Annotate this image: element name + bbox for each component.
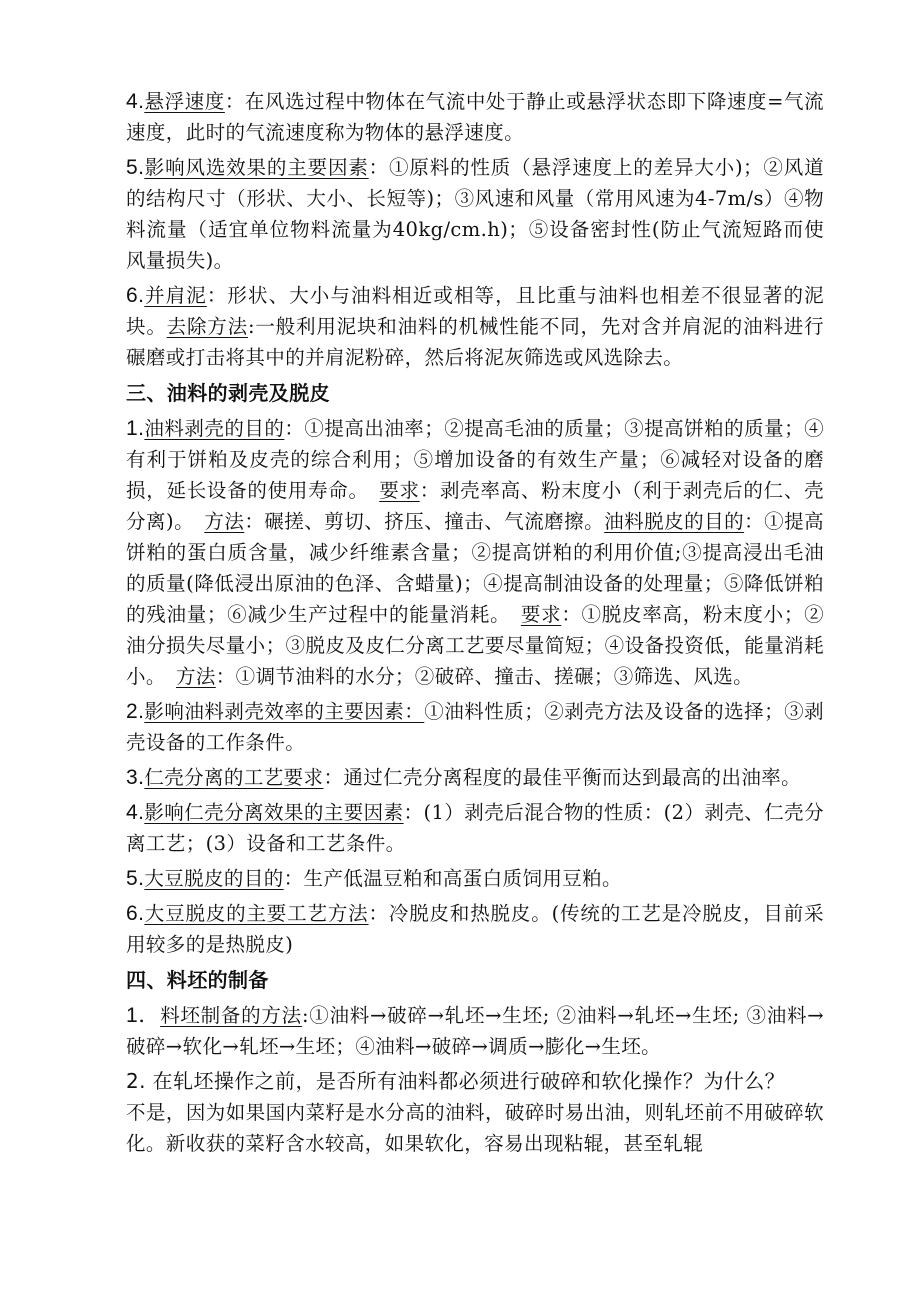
paragraph-text: ：①原料的性质（悬浮速度上的差异大小)；②风道的结构尺寸（形状、大小、长短等)；③风速和风量（常用风速为4-7m/s）④物料流量（适宜单位物料流量为40kg/cm.h)；⑤设备密封性(防止气流短路而使风量损失)。 [126,156,824,272]
paragraph-shelling-factors [126,696,824,758]
term-dehulling-purpose: 油料脱皮的目的 [604,510,745,533]
item-number: 6. [126,284,145,307]
paragraph-text: ：①提高饼粕的蛋白质含量，减少纤维素含量；②提高饼粕的利用价值;③提高浸出毛油的质量(降低浸出原油的色泽、含蜡量)；④提高制油设备的处理量；⑤降低饼粕的残油量；⑥减少生产过程中的能量消耗。 [126,510,824,626]
answer-text: 不是，因为如果国内菜籽是水分高的油料，破碎时易出油，则轧坯前不用破碎软化。新收获的菜籽含水较高，如果软化，容易出现粘辊，甚至轧辊 [126,1101,824,1155]
paragraph-soy-dehulling-method [126,898,824,960]
paragraph-text: :一般利用泥块和油料的机械性能不同，先对含并肩泥的油料进行碾磨或打击将其中的并肩泥粉碎，然后将泥灰筛选或风选除去。 [126,315,824,369]
term-suspension-velocity: 悬浮速度 [144,90,225,113]
paragraph-wind-factors [126,152,824,276]
paragraph-text: ：①调节油料的水分；②破碎、撞击、搓碾；③筛选、风选。 [215,665,754,688]
paragraph-suspension-velocity [126,86,824,148]
term-wind-factors: 影响风选效果的主要因素 [144,156,369,179]
paragraph-text: ：通过仁壳分离程度的最佳平衡而达到最高的出油率。 [323,766,802,789]
paragraph-text: ：生产低温豆粕和高蛋白质饲用豆粕。 [283,867,622,890]
paragraph-shoulder-mud [126,280,824,373]
paragraph-text: ：①提高出油率；②提高毛油的质量；③提高饼粕的质量；④有利于饼粕及皮壳的综合利用；⑤增加设备的有效生产量；⑥减轻对设备的磨损，延长设备的使用寿命。 [126,417,824,502]
paragraph-soy-dehulling-purpose [126,863,824,894]
term-method: 方法 [204,510,245,533]
question-text: 2. 在轧坯操作之前，是否所有油料都必须进行破碎和软化操作？为什么？ [126,1069,786,1093]
term-requirement: 要求 [520,603,562,626]
paragraph-question [126,1066,824,1159]
paragraph-text: ：剥壳率高、粉末度小（利于剥壳后的仁、壳分离)。 [126,479,824,533]
paragraph-text: ：形状、大小与油料相近或相等，且比重与油料也相差不很显著的泥块。 [126,284,824,338]
paragraph-text: :①油料→破碎→轧坯→生坯; ②油料→轧坯→生坯; ③油料→破碎→软化→轧坯→生坯；④油料→破碎→调质→膨化→生坯。 [126,1004,824,1058]
term-soy-dehulling-method: 大豆脱皮的主要工艺方法 [144,902,369,925]
item-number: 1． [126,1004,161,1027]
paragraph-flake-method [126,1000,824,1062]
paragraph-text: ：在风选过程中物体在气流中处于静止或悬浮状态即下降速度=气流速度，此时的气流速度称为物体的悬浮速度。 [126,90,824,144]
term-separation-factors: 影响仁壳分离效果的主要因素 [144,801,404,824]
item-number: 1. [126,417,145,440]
section-heading-4: 四、料坯的制备 [126,968,269,992]
term-removal-method: 去除方法 [166,315,248,338]
paragraph-text: ：①脱皮率高，粉末度小；②油分损失尽量小；③脱皮及皮仁分离工艺要尽量简短；④设备投资低，能量消耗小。 [126,603,824,688]
term-flake-method: 料坯制备的方法 [160,1004,302,1027]
paragraph-text: ：冷脱皮和热脱皮。(传统的工艺是冷脱皮，目前采用较多的是热脱皮) [126,902,824,956]
paragraph-separation-factors [126,797,824,859]
item-number: 3. [126,766,145,789]
paragraph-text: ：碾搓、剪切、挤压、撞击、气流磨擦。 [244,510,605,533]
term-soy-dehulling-purpose: 大豆脱皮的目的 [144,867,284,890]
paragraph-separation-requirement [126,762,824,793]
item-number: 4. [126,801,145,824]
item-number: 5. [126,867,145,890]
term-method: 方法 [175,665,216,688]
term-shelling-purpose: 油料剥壳的目的 [144,417,285,440]
term-shoulder-mud: 并肩泥 [144,284,207,307]
item-number: 4. [126,90,145,113]
paragraph-shelling-purpose [126,413,824,692]
term-requirement: 要求 [379,479,420,502]
paragraph-text: ①油料性质；②剥壳方法及设备的选择；③剥壳设备的工作条件。 [126,700,824,754]
term-shelling-factors: 影响油料剥壳效率的主要因素： [144,700,425,723]
paragraph-text: ：(1）剥壳后混合物的性质：(2）剥壳、仁壳分离工艺；(3）设备和工艺条件。 [126,801,825,855]
item-number: 2. [126,700,145,723]
term-separation-requirement: 仁壳分离的工艺要求 [144,766,324,789]
item-number: 6. [126,902,145,925]
item-number: 5. [126,156,145,179]
section-heading-3: 三、油料的剥壳及脱皮 [126,381,330,405]
